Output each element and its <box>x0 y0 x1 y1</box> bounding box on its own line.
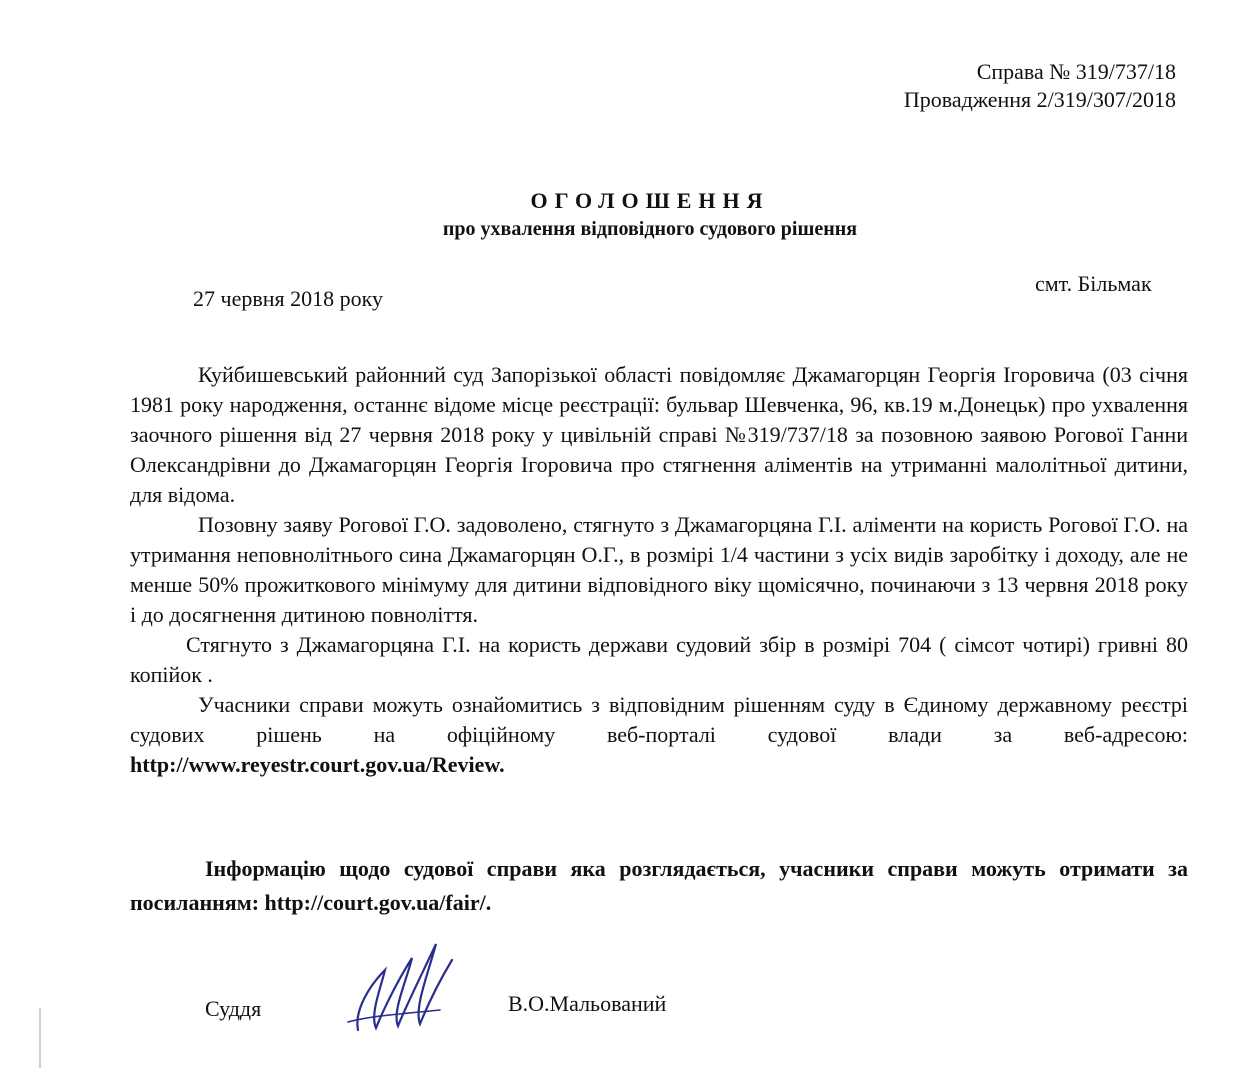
proceeding-number: Провадження 2/319/307/2018 <box>903 87 1176 112</box>
case-number: Справа № 319/737/18 <box>976 59 1176 84</box>
announcement-body <box>130 360 1188 780</box>
paragraph-notice: Куйбишевський районний суд Запорізької області повідомляє Джамагорцян Георгія Ігоровича (03 січня 1981 року народження, останнє відоме місце реєстрації: бульвар Шевченка, 96, кв.19 м.Донецьк) про ухвалення заочного рішення від 27 червня 2018 року у цивільній справі №319/737/18 за позовною заявою Рогової Ганни Олександрівни до Джамагорцян Георгія Ігоровича про стягнення аліментів на утриманні малолітньої дитини, для відома. <box>130 362 1188 507</box>
case-info <box>904 58 1176 114</box>
document-subtitle: про ухвалення відповідного судового рішення <box>442 218 858 240</box>
document-title: ОГОЛОШЕННЯ <box>530 188 770 213</box>
info-block <box>130 852 1188 920</box>
paragraph-registry <box>130 690 1188 780</box>
paragraph-court-fee: Стягнуто з Джамагорцяна Г.І. на користь держави судовий збір в розмірі 704 ( сімсот чотирі) гривні 80 копійок . <box>130 632 1188 687</box>
paragraph-decision: Позовну заяву Рогової Г.О. задоволено, стягнуто з Джамагорцяна Г.І. аліменти на користь Рогової Г.О. на утримання неповнолітнього сина Джамагорцян О.Г., в розмірі 1/4 частини з усіх видів заробітку і доходу, але не менше 50% прожиткового мінімуму для дитини відповідного віку щомісячно, починаючи з 13 червня 2018 року і до досягнення дитиною повноліття. <box>130 512 1188 627</box>
info-paragraph: Інформацію щодо судової справи яка розглядається, учасники справи можуть отримати за посиланням: http://court.gov.ua/fair/. <box>130 856 1188 915</box>
registry-text: Учасники справи можуть ознайомитись з відповідним рішенням суду в Єдиному державному реєстрі судових рішень на офіційному веб-порталі судової влади за веб-адресою: <box>130 692 1188 747</box>
judge-name: В.О.Мальований <box>508 991 667 1016</box>
registry-url: http://www.reyestr.court.gov.ua/Review. <box>130 752 505 777</box>
signature-underline <box>348 1010 440 1022</box>
judge-signature <box>340 930 460 1040</box>
document-place: смт. Більмак <box>1035 271 1152 296</box>
judge-label: Суддя <box>205 996 262 1021</box>
document-date: 27 червня 2018 року <box>193 286 383 311</box>
scan-edge-mark <box>38 1008 42 1068</box>
